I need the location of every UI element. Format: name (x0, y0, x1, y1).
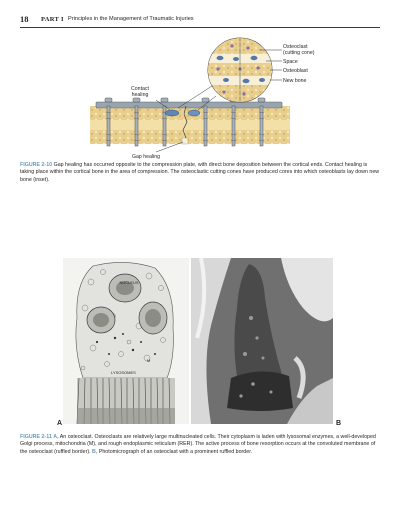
label-space: Space (283, 59, 298, 65)
figure-2-11-caption-text-1: An osteoclast. Osteoclasts are relatively large multinucleated cells. Their cytoplasm is laden with lysosomal enzymes, a well-developed Golgi process, mitochondria (M), and rough endoplasmic reticulum (RER). The active process of bone resorption occurs at the convoluted membrane of the osteoclast (ruffled border). (20, 434, 376, 455)
figure-2-11-caption (20, 434, 380, 456)
figure-2-10-caption (20, 162, 380, 184)
figure-2-11-panel-b-image (191, 258, 333, 424)
figure-2-11-caption-text-2: Photomicrograph of an osteoclast with a prominent ruffled border. (97, 448, 253, 455)
panel-label-a: A (57, 420, 63, 427)
figure-2-11-caption-label: FIGURE 2-11 (20, 434, 52, 440)
label-new-bone: New bone (283, 78, 307, 84)
header-rule (20, 27, 380, 28)
figure-2-11-caption-a: A, (53, 434, 59, 440)
label-gap-healing: Gap healing (132, 154, 160, 160)
figure-2-10-illustration (86, 34, 316, 162)
panel-label-b: B (336, 420, 342, 427)
figure-2-11-panel-a-image (63, 258, 189, 424)
label-osteoclast: Osteoclast (cutting cone) (283, 44, 315, 56)
image-label-lysosomes: LYSOSOMES (111, 370, 136, 375)
page-number: 18 (20, 14, 29, 24)
image-label-nucleus: NUCLEUS (119, 280, 139, 285)
compression-plate (96, 102, 282, 108)
part-label: PART I (41, 16, 64, 23)
image-label-m: M (147, 358, 151, 363)
figure-2-10-caption-label: FIGURE 2-10 (20, 162, 53, 168)
svg-text:Osteoclast(cutting cone) (283, 44, 315, 56)
label-osteoblast: Osteoblast (283, 68, 308, 74)
figure-2-10-caption-text: Gap healing has occurred opposite to the compression plate, with direct bone deposition between the cortical ends. Contact healing is taking place within the cortical bone in the area of compression. The osteoclastic cutting cones have produced cores into which osteoblasts lay down new bone (inset). (20, 162, 380, 183)
running-header (20, 14, 380, 26)
part-title: Principles in the Management of Traumatic Injuries (68, 16, 194, 22)
label-contact-healing: Contact healing (131, 86, 149, 98)
figure-2-11-caption-b: B, (92, 448, 98, 455)
